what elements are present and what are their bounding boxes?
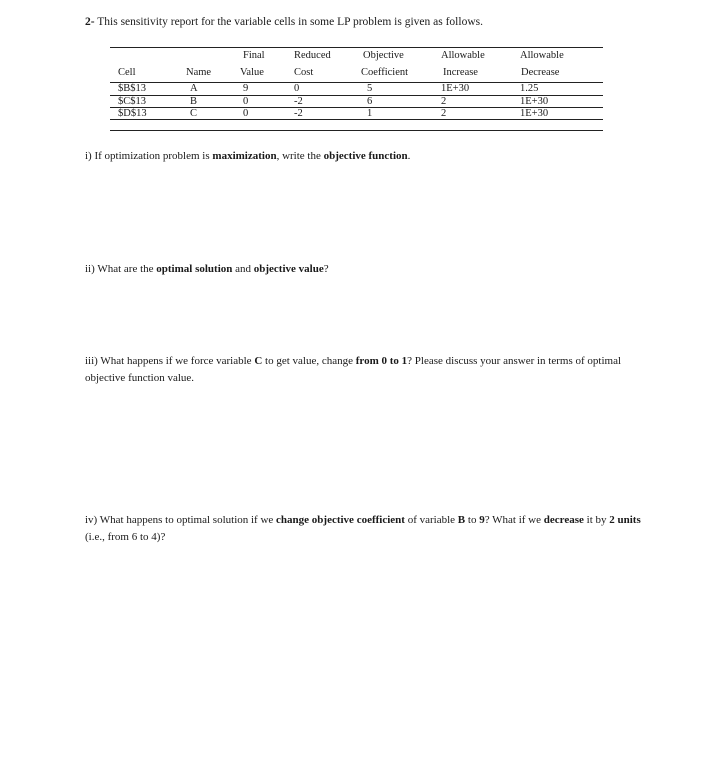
- question-1-text: i) If optimization problem is: [85, 150, 213, 162]
- question-3-bold: from 0 to 1: [355, 355, 408, 367]
- question-4-text: iv) What happens to optimal solution if we: [85, 514, 277, 526]
- question-2-text: ?: [323, 263, 329, 275]
- question-2-text: and: [232, 263, 254, 275]
- header-cell: Cell: [118, 67, 136, 78]
- question-3-text: iii) What happens if we force variable: [85, 355, 255, 367]
- question-4-bold: B: [457, 514, 466, 526]
- table-cell-final: 0: [243, 96, 249, 107]
- table-cell-decrease: 1.25: [520, 83, 539, 94]
- table-cell-name: B: [190, 96, 198, 107]
- question-4-bold: 2 units: [609, 514, 641, 526]
- question-1-bold: maximization: [212, 150, 277, 162]
- question-3-text: ? Please discuss your answer in terms of optimal objective function value.: [85, 355, 622, 384]
- question-3: [85, 353, 640, 387]
- question-4-bold: change objective coefficient: [276, 514, 405, 526]
- table-cell-name: A: [190, 83, 198, 94]
- question-4-text: to: [465, 514, 480, 526]
- question-4-text: of variable: [404, 514, 458, 526]
- problem-text: This sensitivity report for the variable cells in some LP problem is given as follows.: [97, 16, 483, 28]
- table-row-divider: [110, 119, 603, 120]
- header-final-line1: Final: [243, 50, 265, 61]
- table-cell-reduced: -2: [294, 108, 303, 119]
- question-4-text: ? What if we: [484, 514, 544, 526]
- table-cell-increase: 2: [441, 108, 447, 119]
- question-2-text: ii) What are the: [85, 263, 157, 275]
- problem-number: 2-: [85, 16, 95, 28]
- table-cell-increase: 2: [441, 96, 447, 107]
- header-decrease-line1: Allowable: [520, 50, 564, 61]
- table-cell-objective: 6: [367, 96, 373, 107]
- table-cell-reduced: 0: [294, 83, 300, 94]
- question-1-text: , write the: [276, 150, 324, 162]
- table-cell-decrease: 1E+30: [520, 96, 549, 107]
- table-top-rule: [110, 47, 603, 48]
- header-objective-line1: Objective: [363, 50, 404, 61]
- table-bottom-rule: [110, 130, 603, 131]
- sensitivity-table: [110, 47, 603, 131]
- header-increase-line1: Allowable: [441, 50, 485, 61]
- question-3-bold: C: [254, 355, 263, 367]
- question-4-bold: decrease: [543, 514, 584, 526]
- header-decrease-line2: Decrease: [521, 67, 560, 78]
- question-1-text: .: [407, 150, 411, 162]
- question-4-text: it by: [583, 514, 610, 526]
- table-cell-reduced: -2: [294, 96, 303, 107]
- table-cell-objective: 1: [367, 108, 373, 119]
- header-final-line2: Value: [240, 67, 264, 78]
- header-name: Name: [186, 67, 212, 78]
- header-reduced-line2: Cost: [294, 67, 314, 78]
- table-cell-ref: $B$13: [118, 83, 147, 94]
- question-3-text: to get value, change: [262, 355, 356, 367]
- table-cell-final: 9: [243, 83, 249, 94]
- problem-heading: [85, 16, 483, 28]
- header-increase-line2: Increase: [443, 67, 478, 78]
- table-cell-increase: 1E+30: [441, 83, 470, 94]
- question-4-text: (i.e., from 6 to 4)?: [85, 531, 166, 543]
- table-cell-objective: 5: [367, 83, 373, 94]
- header-objective-line2: Coefficient: [361, 67, 409, 78]
- question-2: [85, 261, 645, 278]
- question-2-bold: objective value: [253, 263, 324, 275]
- table-cell-ref: $D$13: [118, 108, 147, 119]
- table-cell-final: 0: [243, 108, 249, 119]
- header-reduced-line1: Reduced: [294, 50, 331, 61]
- question-4-bold: 9: [479, 514, 485, 526]
- table-cell-ref: $C$13: [118, 96, 147, 107]
- question-1-bold: objective function: [323, 150, 408, 162]
- table-cell-decrease: 1E+30: [520, 108, 549, 119]
- question-2-bold: optimal solution: [156, 263, 233, 275]
- table-cell-name: C: [190, 108, 198, 119]
- question-1: [85, 148, 645, 165]
- question-4: [85, 512, 645, 546]
